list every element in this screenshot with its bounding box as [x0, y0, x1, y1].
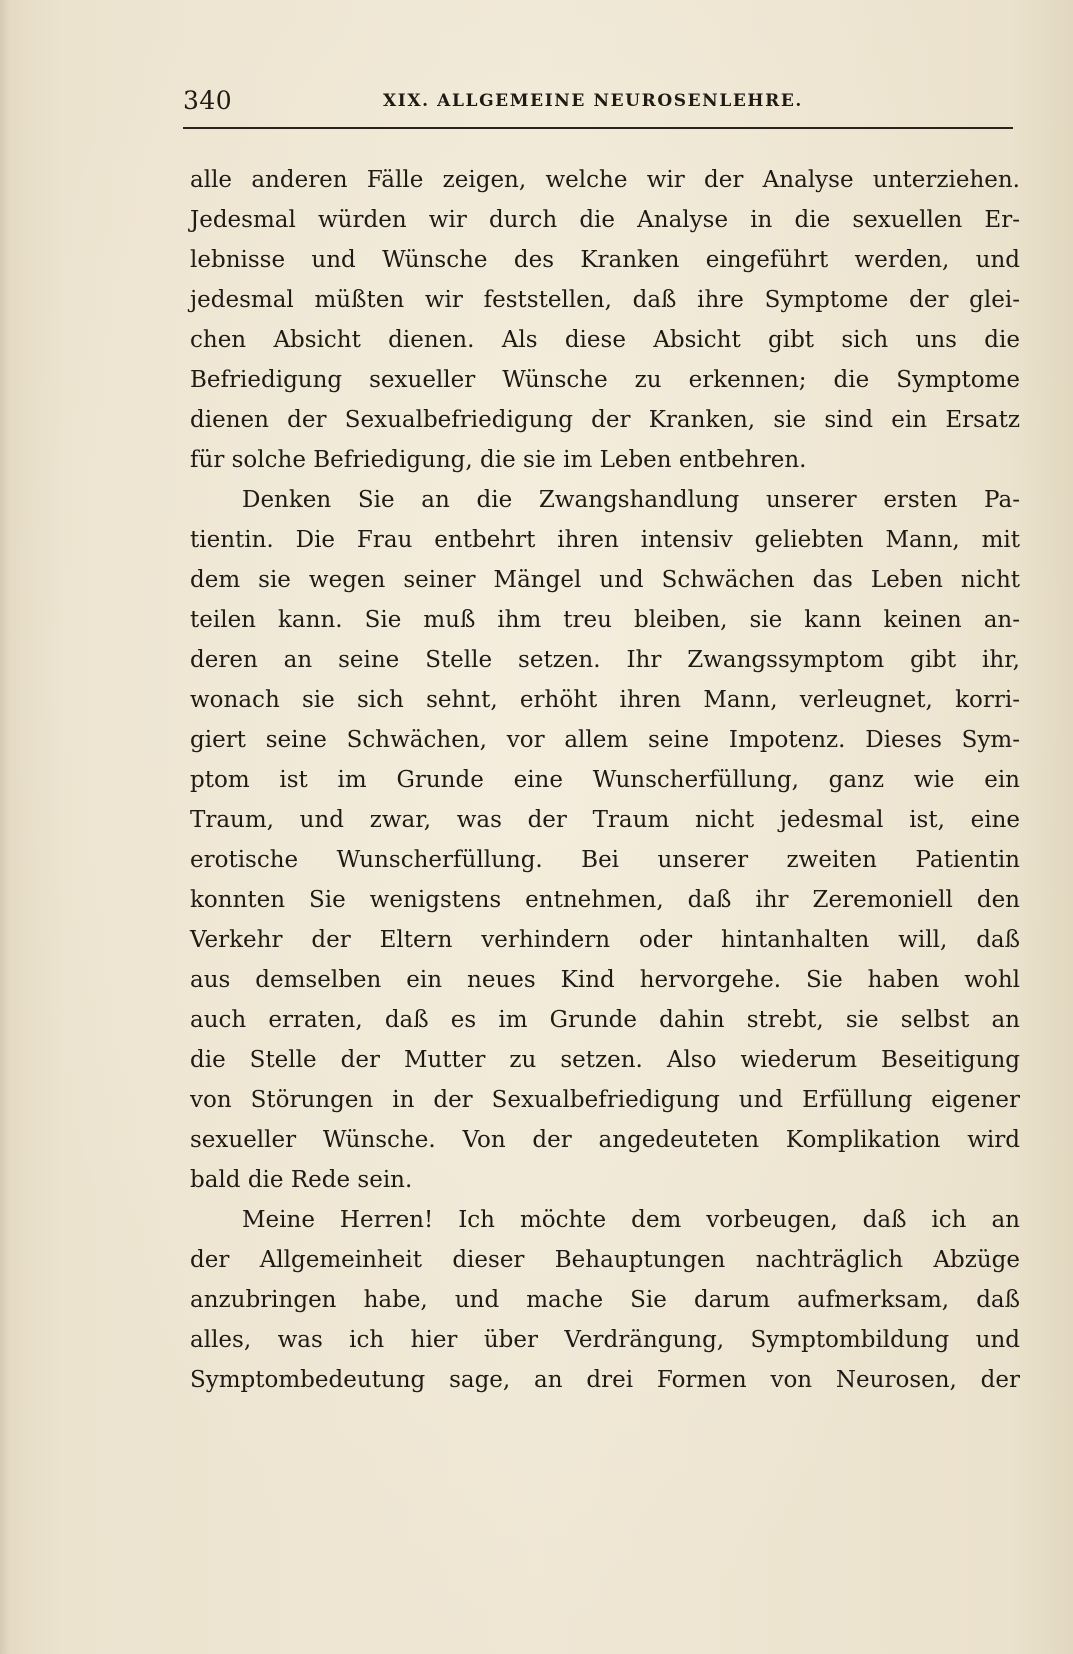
text-line: auch erraten, daß es im Grunde dahin strebt, sie selbst an: [190, 1007, 1020, 1033]
text-line: Verkehr der Eltern verhindern oder hintanhalten will, daß: [190, 927, 1020, 953]
text-line: tientin. Die Frau entbehrt ihren intensiv geliebten Mann, mit: [190, 527, 1020, 553]
page-number: 340: [183, 86, 233, 115]
text-line: sexueller Wünsche. Von der angedeuteten Komplikation wird: [190, 1127, 1020, 1153]
running-head: XIX. ALLGEMEINE NEUROSENLEHRE.: [383, 91, 803, 111]
text-line: für solche Befriedigung, die sie im Leben entbehren.: [190, 447, 807, 473]
text-line: alle anderen Fälle zeigen, welche wir der Analyse unterziehen.: [190, 167, 1020, 193]
text-line: Jedesmal würden wir durch die Analyse in die sexuellen Er-: [190, 207, 1020, 233]
paragraph: [190, 160, 1020, 480]
text-line: teilen kann. Sie muß ihm treu bleiben, sie kann keinen an-: [190, 607, 1020, 633]
text-line: die Stelle der Mutter zu setzen. Also wiederum Beseitigung: [190, 1047, 1020, 1073]
text-line: dienen der Sexualbefriedigung der Kranken, sie sind ein Ersatz: [190, 407, 1020, 433]
text-line: von Störungen in der Sexualbefriedigung und Erfüllung eigener: [190, 1087, 1020, 1113]
header-rule: [183, 127, 1013, 129]
text-line: der Allgemeinheit dieser Behauptungen nachträglich Abzüge: [190, 1247, 1020, 1273]
paragraph: [190, 480, 1020, 1200]
text-line: Traum, und zwar, was der Traum nicht jedesmal ist, eine: [190, 807, 1020, 833]
text-line: deren an seine Stelle setzen. Ihr Zwangssymptom gibt ihr,: [190, 647, 1020, 673]
text-line: giert seine Schwächen, vor allem seine Impotenz. Dieses Sym-: [190, 727, 1020, 753]
body-text: [190, 160, 1020, 1400]
text-line: anzubringen habe, und mache Sie darum aufmerksam, daß: [190, 1287, 1020, 1313]
text-line: konnten Sie wenigstens entnehmen, daß ihr Zeremoniell den: [190, 887, 1020, 913]
text-line: ptom ist im Grunde eine Wunscherfüllung, ganz wie ein: [190, 767, 1020, 793]
paragraph: [190, 1200, 1020, 1400]
page-edge-shadow: [0, 0, 10, 1654]
text-line: alles, was ich hier über Verdrängung, Symptombildung und: [190, 1327, 1020, 1353]
text-line: chen Absicht dienen. Als diese Absicht gibt sich uns die: [190, 327, 1020, 353]
text-line: lebnisse und Wünsche des Kranken eingeführt werden, und: [190, 247, 1020, 273]
text-line: Denken Sie an die Zwangshandlung unserer ersten Pa-: [242, 487, 1020, 513]
text-line: Symptombedeutung sage, an drei Formen von Neurosen, der: [190, 1367, 1020, 1393]
text-line: aus demselben ein neues Kind hervorgehe. Sie haben wohl: [190, 967, 1020, 993]
text-line: jedesmal müßten wir feststellen, daß ihre Symptome der glei-: [190, 287, 1020, 313]
page-header: [183, 86, 1013, 126]
text-line: Befriedigung sexueller Wünsche zu erkennen; die Symptome: [190, 367, 1020, 393]
text-line: Meine Herren! Ich möchte dem vorbeugen, daß ich an: [242, 1207, 1020, 1233]
text-line: bald die Rede sein.: [190, 1167, 413, 1193]
text-line: erotische Wunscherfüllung. Bei unserer zweiten Patientin: [190, 847, 1020, 873]
text-line: wonach sie sich sehnt, erhöht ihren Mann, verleugnet, korri-: [190, 687, 1020, 713]
text-line: dem sie wegen seiner Mängel und Schwächen das Leben nicht: [190, 567, 1020, 593]
